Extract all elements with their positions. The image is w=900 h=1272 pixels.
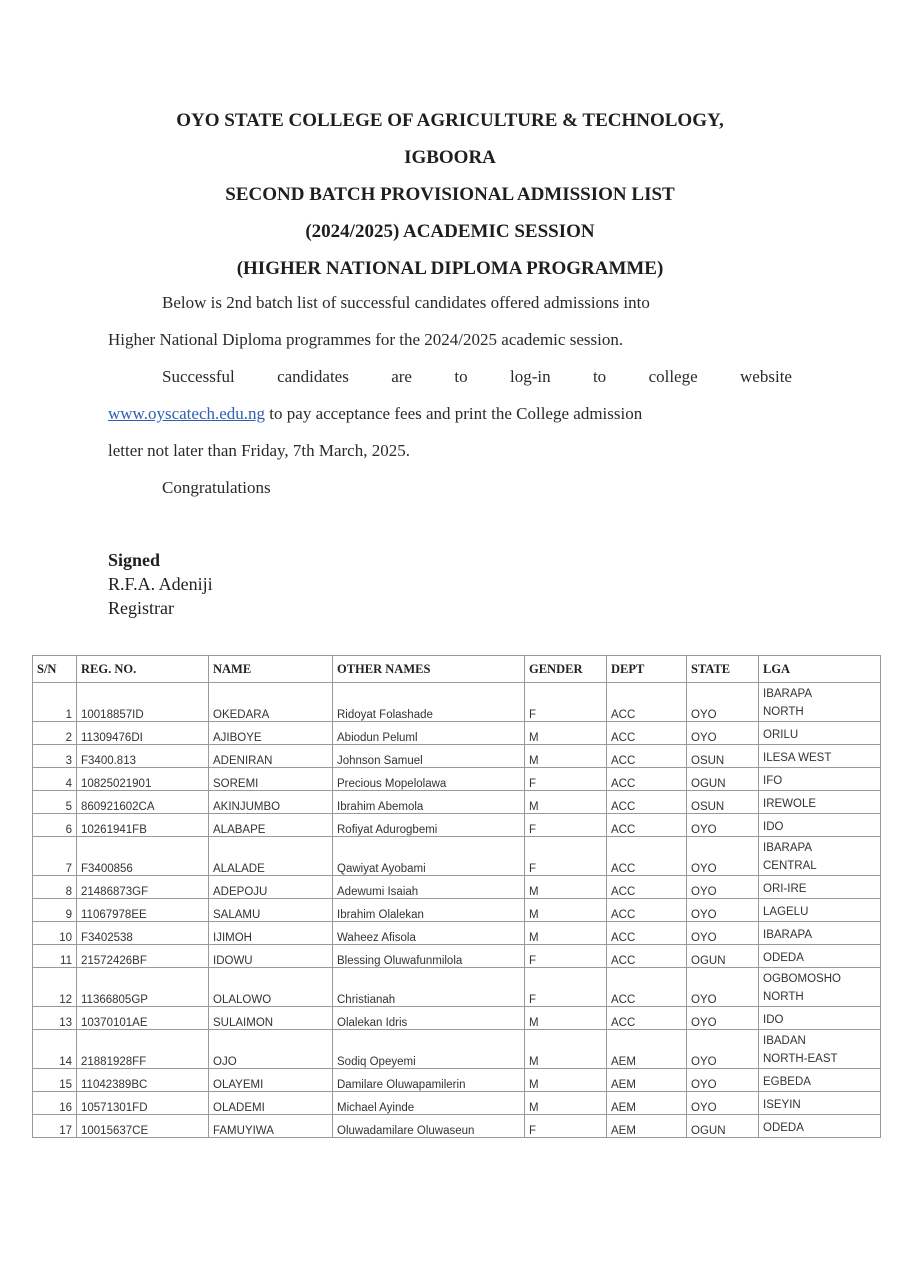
cell-other-names: Rofiyat Adurogbemi	[333, 814, 525, 837]
cell-other-names: Blessing Oluwafunmilola	[333, 945, 525, 968]
cell-lga	[759, 1069, 881, 1092]
cell-dept: ACC	[607, 791, 687, 814]
cell-state: OYO	[687, 1092, 759, 1115]
table-row	[33, 1007, 881, 1030]
cell-sn: 4	[33, 768, 77, 791]
table-row	[33, 1030, 881, 1069]
cell-reg-no: F3400.813	[77, 745, 209, 768]
college-website-link[interactable]: www.oyscatech.edu.ng	[108, 404, 266, 423]
cell-reg-no: 10825021901	[77, 768, 209, 791]
cell-reg-no: 11366805GP	[77, 968, 209, 1007]
cell-reg-no: F3402538	[77, 922, 209, 945]
table-row	[33, 837, 881, 876]
cell-sn: 8	[33, 876, 77, 899]
cell-lga	[759, 745, 881, 768]
cell-state: OYO	[687, 1069, 759, 1092]
cell-reg-no: 10018857ID	[77, 683, 209, 722]
intro-line-1: Below is 2nd batch list of successful candidates offered admissions into	[162, 293, 650, 312]
lga-line: IBARAPA	[763, 688, 812, 700]
cell-state: OYO	[687, 968, 759, 1007]
cell-other-names: Waheez Afisola	[333, 922, 525, 945]
lga-line: ODEDA	[763, 1122, 804, 1134]
title-line-college: OYO STATE COLLEGE OF AGRICULTURE & TECHNOLOGY,	[176, 110, 724, 131]
lga-line: IDO	[763, 821, 784, 833]
title-line-session: (2024/2025) ACADEMIC SESSION	[305, 221, 595, 242]
cell-other-names: Sodiq Opeyemi	[333, 1030, 525, 1069]
cell-state: OSUN	[687, 745, 759, 768]
cell-other-names: Michael Ayinde	[333, 1092, 525, 1115]
cell-reg-no: 21572426BF	[77, 945, 209, 968]
cell-sn: 6	[33, 814, 77, 837]
cell-dept: ACC	[607, 722, 687, 745]
cell-state: OYO	[687, 1007, 759, 1030]
cell-state: OSUN	[687, 791, 759, 814]
cell-gender: M	[525, 1007, 607, 1030]
cell-lga	[759, 814, 881, 837]
lga-line: EGBEDA	[763, 1076, 811, 1088]
cell-sn: 7	[33, 837, 77, 876]
lga-line: CENTRAL	[763, 860, 817, 872]
table-row	[33, 876, 881, 899]
cell-name: IJIMOH	[209, 922, 333, 945]
cell-sn: 16	[33, 1092, 77, 1115]
cell-dept: ACC	[607, 683, 687, 722]
table-row	[33, 1069, 881, 1092]
lga-line: IFO	[763, 775, 783, 787]
cell-gender: M	[525, 1030, 607, 1069]
cell-reg-no: 10015637CE	[77, 1115, 209, 1138]
admission-table	[32, 655, 881, 1138]
table-body	[33, 683, 881, 1138]
column-header-sn: S/N	[33, 656, 77, 683]
lga-line: IBADAN	[763, 1035, 806, 1047]
table-row	[33, 1115, 881, 1138]
cell-reg-no: 21486873GF	[77, 876, 209, 899]
cell-gender: M	[525, 899, 607, 922]
cell-other-names: Oluwadamilare Oluwaseun	[333, 1115, 525, 1138]
table-row	[33, 945, 881, 968]
instruction-word: log-in	[509, 367, 551, 386]
lga-line: IBARAPA	[763, 929, 812, 941]
lga-line: NORTH	[763, 991, 804, 1003]
column-header-state: STATE	[687, 656, 759, 683]
cell-dept: ACC	[607, 922, 687, 945]
instruction-rest: to pay acceptance fees and print the College admission	[265, 404, 643, 423]
cell-gender: M	[525, 722, 607, 745]
cell-name: FAMUYIWA	[209, 1115, 333, 1138]
lga-line: LAGELU	[763, 906, 809, 918]
instruction-line-1	[162, 367, 792, 387]
lga-line: IBARAPA	[763, 842, 812, 854]
table-row	[33, 1092, 881, 1115]
cell-state: OYO	[687, 683, 759, 722]
congratulations-text: Congratulations	[162, 478, 271, 497]
column-header-gender: GENDER	[525, 656, 607, 683]
cell-dept: ACC	[607, 837, 687, 876]
cell-other-names: Ibrahim Olalekan	[333, 899, 525, 922]
cell-sn: 13	[33, 1007, 77, 1030]
cell-state: OYO	[687, 922, 759, 945]
cell-state: OYO	[687, 837, 759, 876]
cell-dept: AEM	[607, 1092, 687, 1115]
cell-name: AJIBOYE	[209, 722, 333, 745]
cell-name: SULAIMON	[209, 1007, 333, 1030]
column-header-dept: DEPT	[607, 656, 687, 683]
cell-lga	[759, 768, 881, 791]
cell-sn: 14	[33, 1030, 77, 1069]
cell-other-names: Adewumi Isaiah	[333, 876, 525, 899]
cell-dept: ACC	[607, 876, 687, 899]
table-row	[33, 899, 881, 922]
cell-gender: M	[525, 1092, 607, 1115]
instruction-word: candidates	[277, 367, 349, 386]
cell-other-names: Qawiyat Ayobami	[333, 837, 525, 876]
cell-state: OYO	[687, 876, 759, 899]
cell-name: OJO	[209, 1030, 333, 1069]
cell-other-names: Damilare Oluwapamilerin	[333, 1069, 525, 1092]
table-row	[33, 968, 881, 1007]
cell-name: ALALADE	[209, 837, 333, 876]
instruction-word: website	[740, 367, 792, 386]
cell-gender: F	[525, 968, 607, 1007]
column-header-other-names: OTHER NAMES	[333, 656, 525, 683]
cell-reg-no: F3400856	[77, 837, 209, 876]
cell-other-names: Ibrahim Abemola	[333, 791, 525, 814]
instruction-word: to	[592, 367, 607, 386]
cell-dept: ACC	[607, 968, 687, 1007]
intro-line-2: Higher National Diploma programmes for the 2024/2025 academic session.	[108, 330, 624, 349]
cell-gender: F	[525, 945, 607, 968]
cell-dept: ACC	[607, 745, 687, 768]
cell-dept: AEM	[607, 1069, 687, 1092]
cell-name: SOREMI	[209, 768, 333, 791]
cell-dept: ACC	[607, 1007, 687, 1030]
lga-line: ORILU	[763, 729, 799, 741]
cell-sn: 12	[33, 968, 77, 1007]
cell-sn: 2	[33, 722, 77, 745]
cell-reg-no: 10261941FB	[77, 814, 209, 837]
table-row	[33, 768, 881, 791]
cell-state: OYO	[687, 899, 759, 922]
cell-lga	[759, 1007, 881, 1030]
cell-name: ADEPOJU	[209, 876, 333, 899]
lga-line: ODEDA	[763, 952, 804, 964]
column-header-lga: LGA	[759, 656, 881, 683]
cell-state: OYO	[687, 1030, 759, 1069]
lga-line: NORTH-EAST	[763, 1053, 838, 1065]
cell-gender: F	[525, 1115, 607, 1138]
title-line-programme: (HIGHER NATIONAL DIPLOMA PROGRAMME)	[236, 258, 664, 279]
cell-lga	[759, 899, 881, 922]
cell-sn: 5	[33, 791, 77, 814]
column-header-name: NAME	[209, 656, 333, 683]
cell-reg-no: 10370101AE	[77, 1007, 209, 1030]
instruction-line-3: letter not later than Friday, 7th March, 2025.	[108, 441, 410, 460]
cell-other-names: Ridoyat Folashade	[333, 683, 525, 722]
cell-name: ALABAPE	[209, 814, 333, 837]
cell-name: OLADEMI	[209, 1092, 333, 1115]
lga-line: ISEYIN	[763, 1099, 801, 1111]
cell-gender: M	[525, 791, 607, 814]
title-line-town: IGBOORA	[404, 147, 496, 168]
cell-other-names: Johnson Samuel	[333, 745, 525, 768]
cell-state: OYO	[687, 722, 759, 745]
cell-dept: AEM	[607, 1115, 687, 1138]
cell-gender: F	[525, 768, 607, 791]
cell-sn: 10	[33, 922, 77, 945]
cell-gender: F	[525, 683, 607, 722]
cell-gender: F	[525, 837, 607, 876]
cell-state: OYO	[687, 814, 759, 837]
table-row	[33, 791, 881, 814]
cell-dept: ACC	[607, 768, 687, 791]
lga-line: IDO	[763, 1014, 784, 1026]
cell-lga	[759, 683, 881, 722]
cell-other-names: Olalekan Idris	[333, 1007, 525, 1030]
cell-other-names: Precious Mopelolawa	[333, 768, 525, 791]
cell-name: SALAMU	[209, 899, 333, 922]
signatory-name: R.F.A. Adeniji	[108, 574, 213, 594]
column-header-reg-no: REG. NO.	[77, 656, 209, 683]
cell-name: IDOWU	[209, 945, 333, 968]
table-row	[33, 722, 881, 745]
title-line-list: SECOND BATCH PROVISIONAL ADMISSION LIST	[225, 184, 675, 205]
table-row	[33, 745, 881, 768]
cell-reg-no: 11042389BC	[77, 1069, 209, 1092]
instruction-word: are	[391, 367, 412, 386]
cell-reg-no: 10571301FD	[77, 1092, 209, 1115]
table-header-row	[33, 656, 881, 683]
instruction-word: Successful	[162, 367, 235, 386]
cell-gender: M	[525, 876, 607, 899]
cell-sn: 17	[33, 1115, 77, 1138]
cell-gender: F	[525, 814, 607, 837]
instruction-line-2	[108, 404, 642, 424]
cell-name: AKINJUMBO	[209, 791, 333, 814]
cell-lga	[759, 791, 881, 814]
cell-name: OLALOWO	[209, 968, 333, 1007]
lga-line: OGBOMOSHO	[763, 973, 841, 985]
cell-name: OKEDARA	[209, 683, 333, 722]
cell-state: OGUN	[687, 768, 759, 791]
table-row	[33, 814, 881, 837]
cell-sn: 9	[33, 899, 77, 922]
cell-sn: 3	[33, 745, 77, 768]
cell-lga	[759, 1092, 881, 1115]
lga-line: NORTH	[763, 706, 804, 718]
cell-state: OGUN	[687, 1115, 759, 1138]
cell-dept: ACC	[607, 814, 687, 837]
cell-reg-no: 21881928FF	[77, 1030, 209, 1069]
cell-dept: ACC	[607, 945, 687, 968]
cell-sn: 1	[33, 683, 77, 722]
cell-lga	[759, 722, 881, 745]
table-row	[33, 922, 881, 945]
cell-other-names: Christianah	[333, 968, 525, 1007]
cell-name: OLAYEMI	[209, 1069, 333, 1092]
cell-state: OGUN	[687, 945, 759, 968]
cell-lga	[759, 1115, 881, 1138]
cell-reg-no: 860921602CA	[77, 791, 209, 814]
signed-label: Signed	[108, 550, 161, 570]
cell-lga	[759, 837, 881, 876]
lga-line: ORI-IRE	[763, 883, 807, 895]
cell-reg-no: 11067978EE	[77, 899, 209, 922]
cell-gender: M	[525, 745, 607, 768]
cell-other-names: Abiodun Peluml	[333, 722, 525, 745]
instruction-word: college	[648, 367, 698, 386]
lga-line: ILESA WEST	[763, 752, 832, 764]
lga-line: IREWOLE	[763, 798, 817, 810]
cell-gender: M	[525, 1069, 607, 1092]
cell-lga	[759, 922, 881, 945]
cell-gender: M	[525, 922, 607, 945]
cell-dept: AEM	[607, 1030, 687, 1069]
table-row	[33, 683, 881, 722]
cell-lga	[759, 1030, 881, 1069]
cell-lga	[759, 945, 881, 968]
cell-name: ADENIRAN	[209, 745, 333, 768]
cell-lga	[759, 968, 881, 1007]
cell-dept: ACC	[607, 899, 687, 922]
signatory-title: Registrar	[108, 598, 174, 618]
instruction-word: to	[454, 367, 468, 386]
cell-sn: 15	[33, 1069, 77, 1092]
cell-reg-no: 11309476DI	[77, 722, 209, 745]
cell-sn: 11	[33, 945, 77, 968]
cell-lga	[759, 876, 881, 899]
